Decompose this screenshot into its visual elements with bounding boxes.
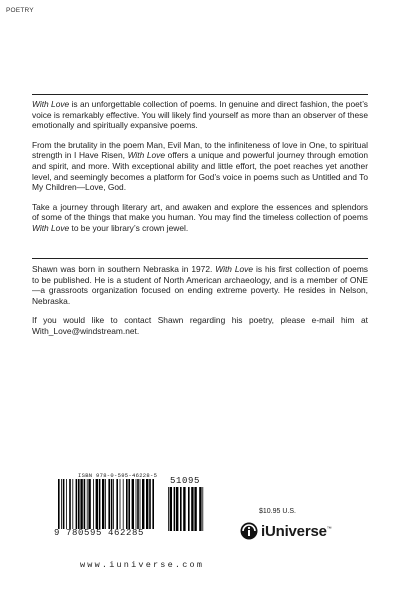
barcode-bar — [199, 487, 201, 531]
publisher-logo — [240, 522, 332, 540]
barcode-bar — [137, 479, 139, 529]
barcode-bar — [180, 487, 182, 531]
barcode-bar — [80, 479, 82, 529]
barcode-bar — [69, 479, 71, 529]
barcode-bar — [72, 479, 73, 529]
barcode-bar — [140, 479, 141, 529]
barcode-bar — [63, 479, 65, 529]
barcode-bar — [142, 479, 144, 529]
description-text: to be your library’s crown jewel. — [69, 222, 189, 233]
barcode-bar — [128, 479, 130, 529]
price-label: $10.95 U.S. — [259, 508, 296, 515]
bio-paragraph-2: If you would like to contact Shawn regarding his poetry, please e-mail him at With_Love@windstream.net. — [32, 315, 368, 336]
bio-paragraph-1 — [32, 264, 368, 306]
barcode-bar — [183, 487, 185, 531]
bio-text: is his first collection of poems to be published. He is a student of North American archaeology, and is a member of ONE—a grassroots organization focused on ending extreme poverty. He resides in Nelson, Nebraska. — [32, 264, 368, 306]
description-text: Take a journey through literary art, and awaken and explore the essences and splendors of some of the things that make you human. You may find the timeless collection of poems — [32, 201, 368, 223]
barcode-bar — [84, 479, 86, 529]
description-text: is an unforgettable collection of poems. In genuine and direct fashion, the poet’s voice is remarkably effective. You will likely find yourself as more than an observer of these emotionally and spiritually expansive poems. — [32, 99, 368, 131]
isbn-digits: 9 780595 462285 — [54, 528, 145, 538]
barcode-bar — [61, 479, 62, 529]
barcode-bar — [76, 479, 78, 529]
publisher-name-text: iUniverse — [261, 522, 327, 540]
description-text: offers a unique and powerful journey through emotion and spirit, and more. With exceptional ability and little effort, the poet reaches yet another level, and seemingly becomes a platform for God’s voice in poems such as Untitled and To My Children—Love, God. — [32, 150, 369, 193]
barcode-bar — [126, 479, 128, 529]
barcode-bar — [136, 479, 137, 529]
book-description — [32, 99, 368, 243]
barcode-bar — [202, 487, 203, 531]
title-italic: With Love — [32, 222, 70, 233]
title-italic: With Love — [215, 264, 254, 274]
barcode-bar — [123, 479, 124, 529]
description-text: From the brutality in the poem Man, Evil Man, to the infiniteness of love in One, to spiritual strength in I Have Risen, — [32, 139, 368, 161]
barcode-bar — [96, 479, 98, 529]
barcode-bar — [116, 479, 118, 529]
bio-text: Shawn was born in southern Nebraska in 1972. — [32, 264, 216, 274]
barcode-bar — [78, 479, 80, 529]
description-paragraph-3 — [32, 202, 368, 234]
barcode-bar — [188, 487, 190, 531]
publisher-name — [261, 523, 332, 540]
barcode-bar — [149, 479, 151, 529]
price-code: 51095 — [170, 476, 201, 486]
barcode-bar — [194, 487, 196, 531]
barcode-bar — [105, 479, 106, 529]
barcode-bar — [66, 479, 67, 529]
barcode-bar — [113, 479, 114, 529]
barcode-bar — [58, 479, 60, 529]
barcode-bar — [176, 487, 178, 531]
description-paragraph-2 — [32, 140, 368, 193]
title-italic: With Love — [32, 99, 70, 109]
barcode-bar — [146, 479, 148, 529]
description-paragraph-1 — [32, 99, 368, 131]
barcode-bar — [99, 479, 101, 529]
price-barcode-bars — [168, 487, 208, 532]
barcode-bar — [102, 479, 104, 529]
publisher-url: www.iuniverse.com — [80, 560, 205, 570]
genre-label: POETRY — [6, 7, 34, 14]
iuniverse-logo-icon — [240, 522, 258, 540]
barcode-bar — [87, 479, 88, 529]
barcode-bar — [132, 479, 134, 529]
barcode-bar — [108, 479, 110, 529]
barcode-bar — [168, 487, 169, 531]
barcode-bar — [170, 487, 172, 531]
barcode-bar — [88, 479, 90, 529]
barcode-bar — [152, 479, 154, 529]
title-italic: With Love — [127, 150, 166, 161]
barcode-bar — [174, 487, 176, 531]
barcode-bar — [120, 479, 121, 529]
middle-rule — [32, 258, 368, 259]
top-rule — [32, 94, 368, 95]
barcode-bar — [191, 487, 193, 531]
barcode-bar — [111, 479, 113, 529]
isbn-label: ISBN 978-0-595-46228-5 — [78, 472, 158, 479]
author-bio — [32, 264, 368, 346]
barcode-bar — [93, 479, 94, 529]
trademark-symbol: ™ — [326, 525, 332, 532]
